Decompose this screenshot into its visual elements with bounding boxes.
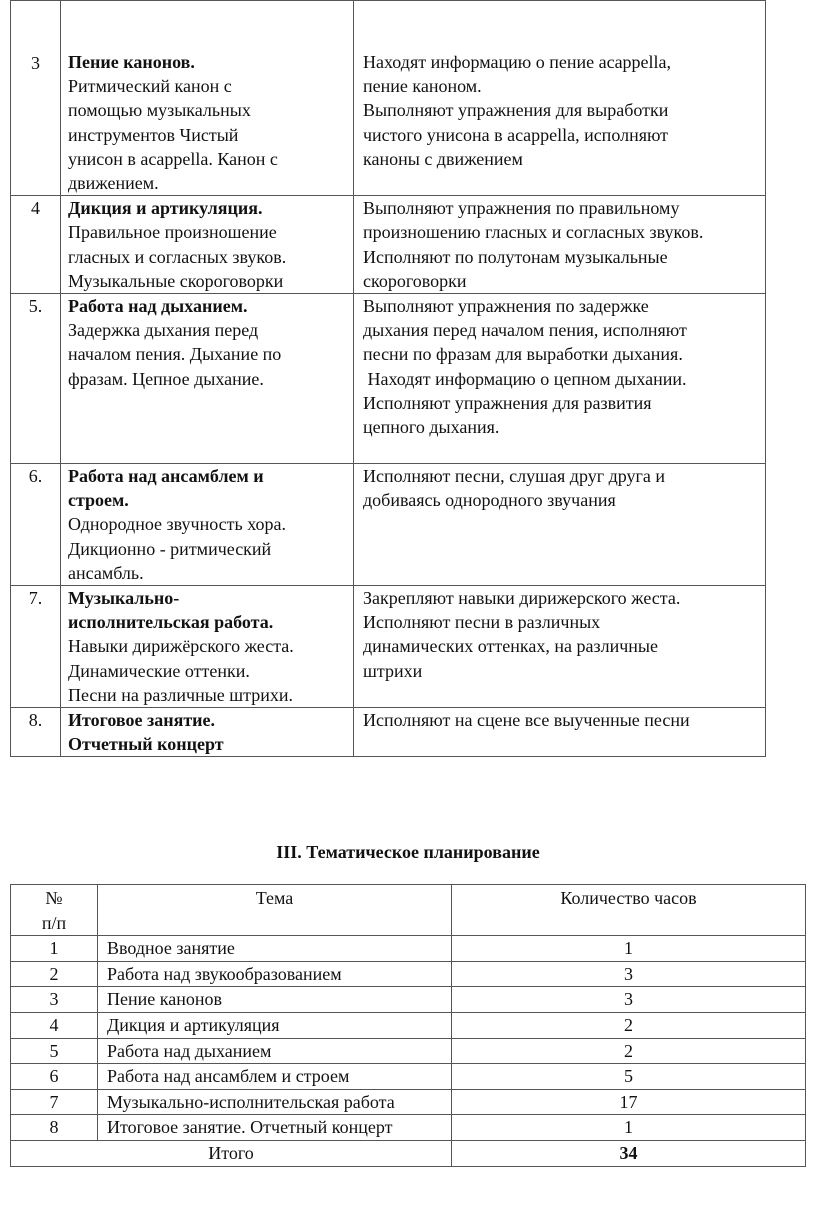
topic-title: Музыкально- <box>68 588 180 609</box>
table-row: 1 Вводное занятие 1 <box>11 936 806 962</box>
table-row: 7 Музыкально-исполнительская работа 17 <box>11 1089 806 1115</box>
topic-cell: Итоговое занятие. Отчетный концерт <box>61 708 354 757</box>
table-header-row <box>11 885 806 936</box>
activity-cell: Исполняют песни, слушая друг друга и добиваясь однородного звучания <box>354 464 766 586</box>
table-row: 4 Дикция и артикуляция 2 <box>11 1012 806 1038</box>
topic-cell: Пение канонов. Ритмический канон с помощью музыкальных инструментов Чистый унисон в acappella. Канон с движением. <box>61 1 354 196</box>
total-label: Итого <box>11 1140 452 1166</box>
header-num: № п/п <box>11 885 98 936</box>
table-row: 5 Работа над дыханием 2 <box>11 1038 806 1064</box>
activity-cell: Закрепляют навыки дирижерского жеста. Исполняют песни в различных динамических оттенках, на различные штрихи <box>354 586 766 708</box>
table-row: 6 Работа над ансамблем и строем 5 <box>11 1064 806 1090</box>
header-hours: Количество часов <box>452 885 806 936</box>
row-number: 5. <box>11 294 61 464</box>
activity-cell: Выполняют упражнения по правильному произношению гласных и согласных звуков. Исполняют по полутонам музыкальные скороговорки <box>354 196 766 294</box>
row-number: 8. <box>11 708 61 757</box>
activity-cell: Находят информацию о пение acappella, пение каноном. Выполняют упражнения для выработки чистого унисона в acappella, исполняют каноны с движением <box>354 1 766 196</box>
topic-title: Пение канонов. <box>68 52 195 72</box>
table-row <box>11 464 766 586</box>
topic-cell: Дикция и артикуляция. Правильное произношение гласных и согласных звуков. Музыкальные скороговорки <box>61 196 354 294</box>
plan-table <box>10 884 806 1167</box>
row-number: 7. <box>11 586 61 708</box>
row-number: 3 <box>11 1 61 196</box>
table-row <box>11 1 766 196</box>
topic-cell: Музыкально- исполнительская работа. Навыки дирижёрского жеста. Динамические оттенки. Песни на различные штрихи. <box>61 586 354 708</box>
activity-cell: Исполняют на сцене все выученные песни <box>354 708 766 757</box>
row-number: 4 <box>11 196 61 294</box>
topic-title: Итоговое занятие. <box>68 710 216 731</box>
table-row <box>11 708 766 757</box>
section-title: III. Тематическое планирование <box>276 842 540 862</box>
table-row <box>11 196 766 294</box>
topic-cell: Работа над дыханием. Задержка дыхания перед началом пения. Дыхание по фразам. Цепное дыхание. <box>61 294 354 464</box>
table-row: 2 Работа над звукообразованием 3 <box>11 961 806 987</box>
table-row <box>11 294 766 464</box>
table-row: 3 Пение канонов 3 <box>11 987 806 1013</box>
total-value: 34 <box>452 1140 806 1166</box>
topic-title: Работа над дыханием. <box>68 296 248 317</box>
activity-cell: Выполняют упражнения по задержке дыхания перед началом пения, исполняют песни по фразам для выработки дыхания. Находят информацию о цепном дыхании. Исполняют упражнения для развития цепного дыхания. <box>354 294 766 464</box>
header-topic: Тема <box>98 885 452 936</box>
table-row: 8 Итоговое занятие. Отчетный концерт 1 <box>11 1115 806 1141</box>
table-row <box>11 586 766 708</box>
content-table <box>10 0 766 757</box>
topic-title: Работа над ансамблем и <box>68 466 264 487</box>
topic-cell: Работа над ансамблем и строем. Однородное звучность хора. Дикционно - ритмический ансамбль. <box>61 464 354 586</box>
topic-title: Дикция и артикуляция. <box>68 198 263 219</box>
row-number: 6. <box>11 464 61 586</box>
total-row <box>11 1140 806 1166</box>
